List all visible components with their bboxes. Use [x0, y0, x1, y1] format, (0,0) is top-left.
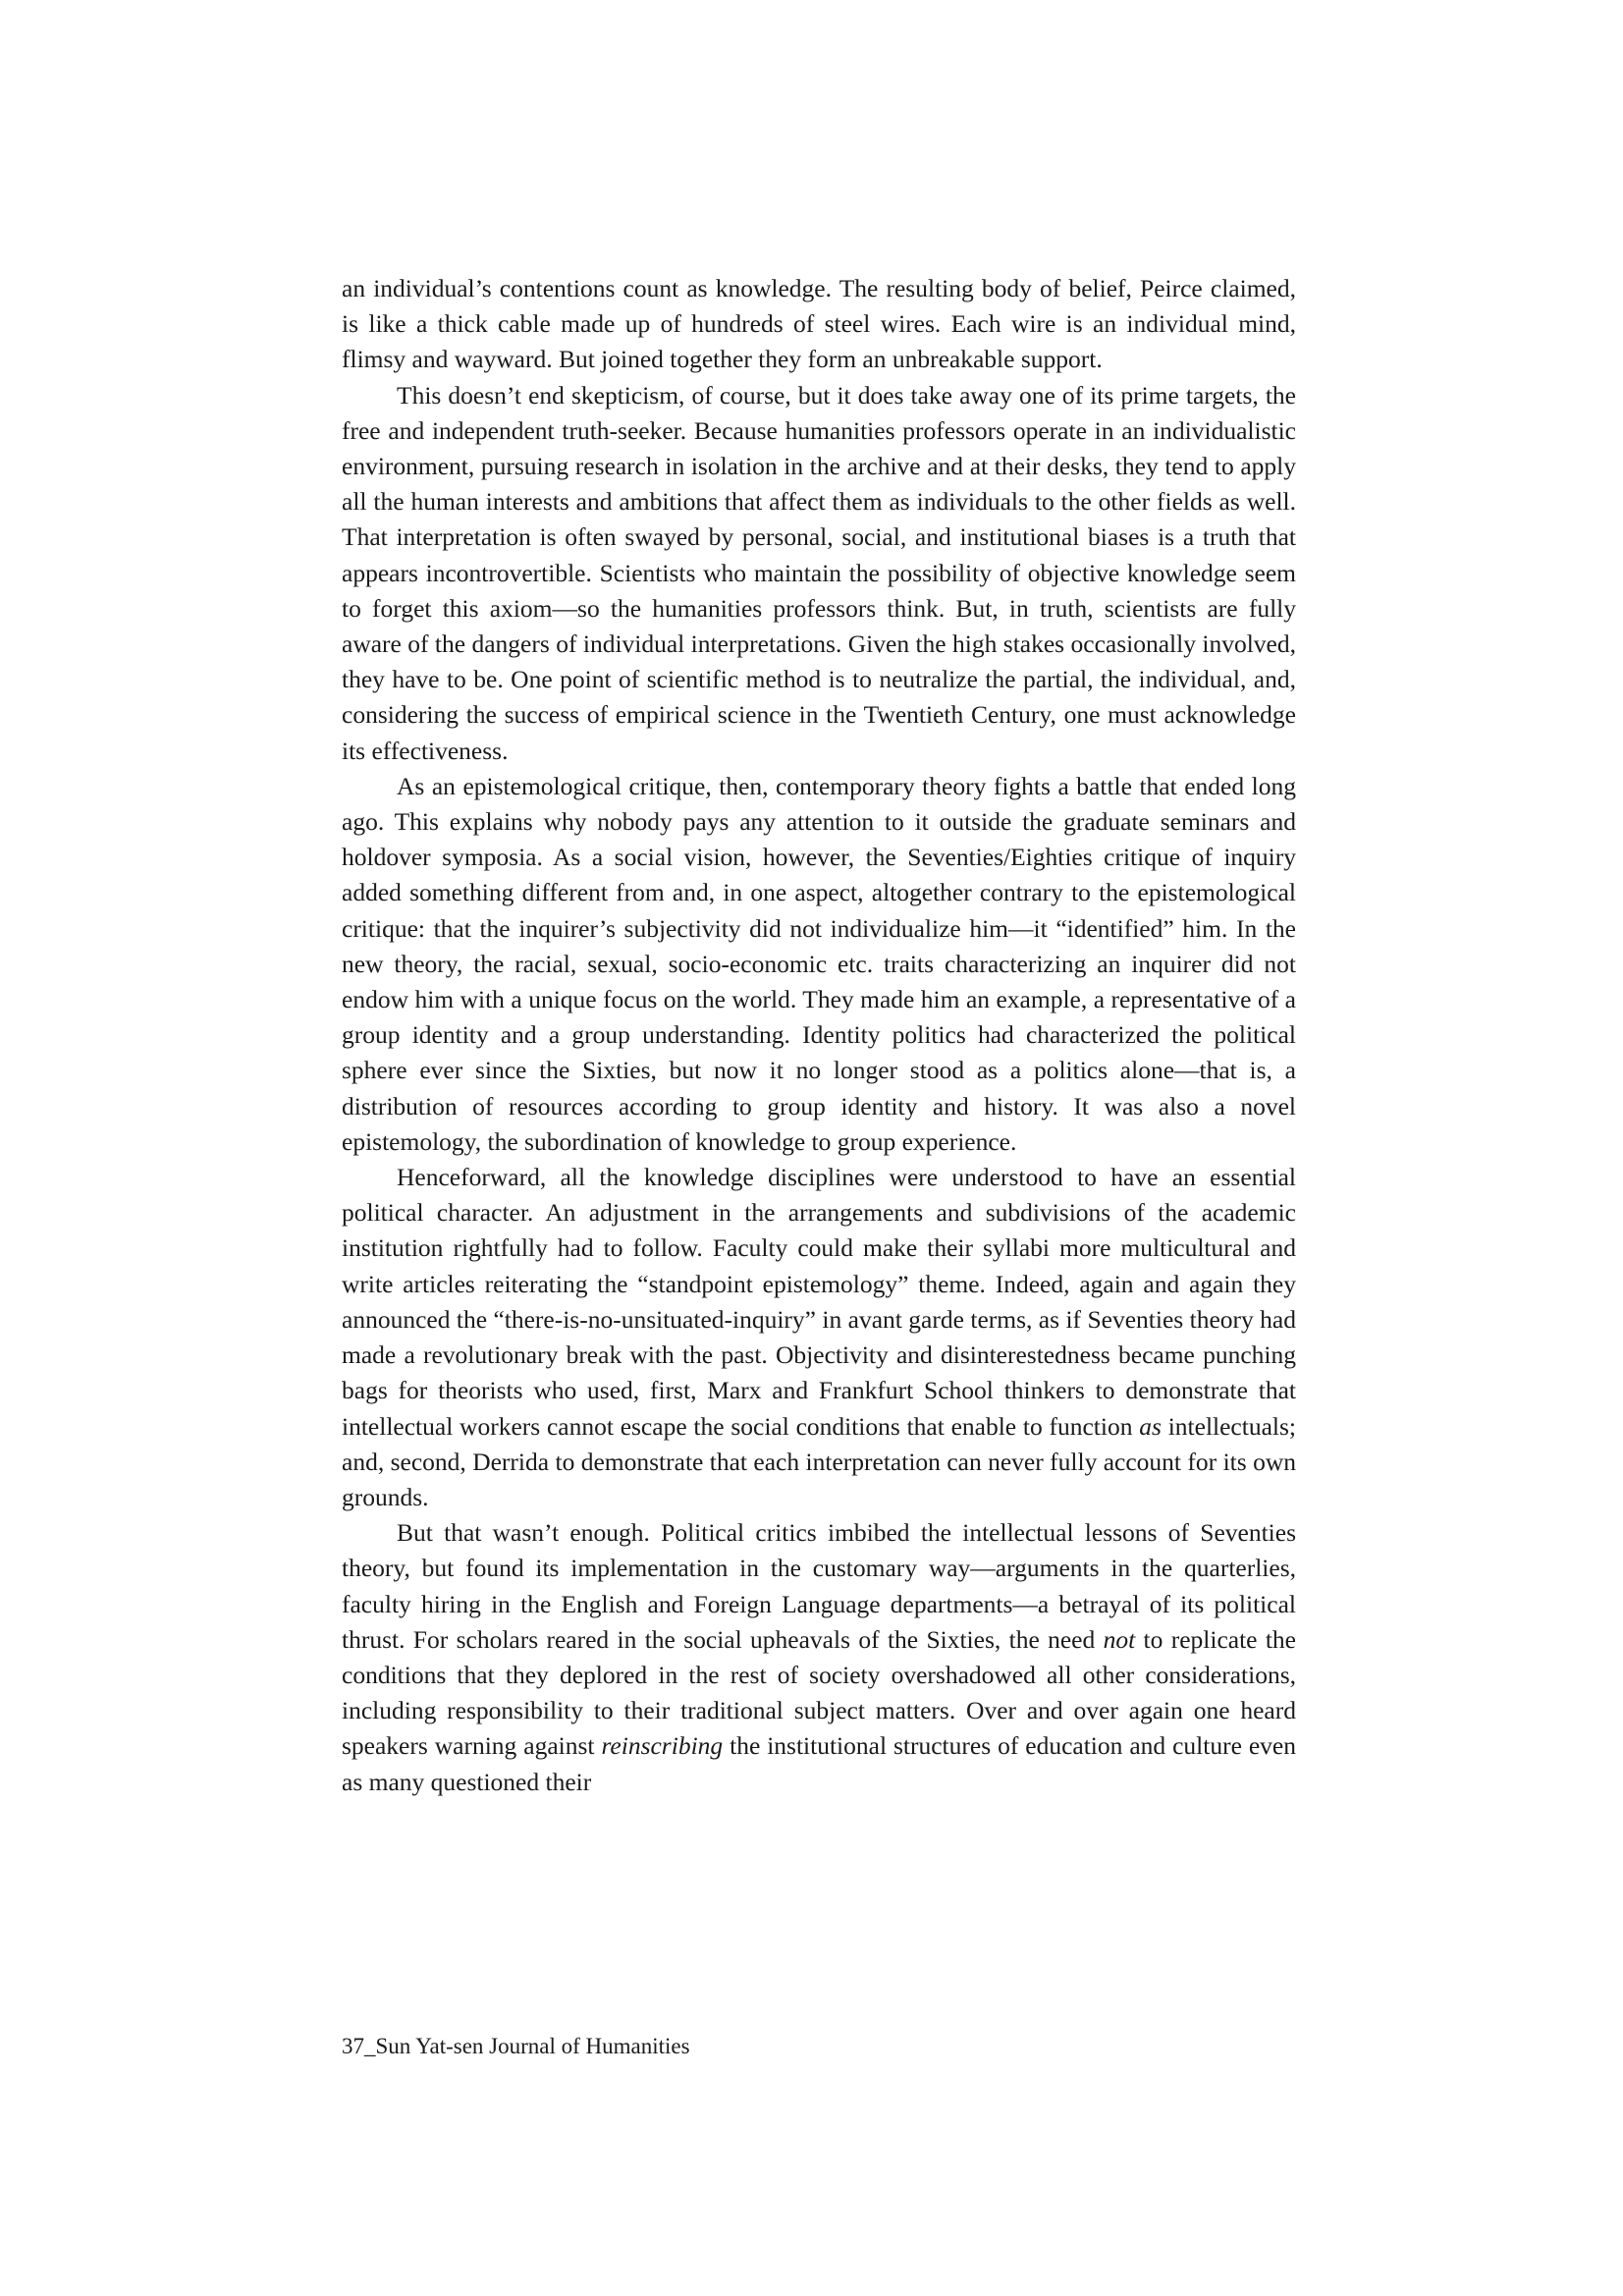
paragraph-text: the institutional structures of education and culture even as many questioned their [342, 1731, 1296, 1796]
body-text [342, 271, 1296, 1800]
paragraph [342, 378, 1296, 769]
paragraph-text: an individual’s contentions count as knowledge. The resulting body of belief, Peirce claimed, is like a thick cable made up of hundreds of steel wires. Each wire is an individual mind, flimsy and wayward. But joined together they form an unbreakable support. [342, 274, 1296, 374]
paragraph-text: But that wasn’t enough. Political critics imbibed the intellectual lessons of Seventies theory, but found its implementation in the customary way—arguments in the quarterlies, faculty hiring in the English and Foreign Language departments—a betrayal of its political thrust. For scholars reared in the social upheavals of the Sixties, the need [342, 1518, 1296, 1654]
paragraph [342, 271, 1296, 378]
paragraph-text: to replicate the conditions that they deplored in the rest of society overshadowed all other considerations, including responsibility to their traditional subject matters. Over and over again one heard speakers warning against [342, 1624, 1296, 1761]
paragraph [342, 769, 1296, 1160]
paragraph [342, 1515, 1296, 1800]
paragraph [342, 1160, 1296, 1515]
paragraph-text: Henceforward, all the knowledge disciplines were understood to have an essential political character. An adjustment in the arrangements and subdivisions of the academic institution rightfully had to follow. Faculty could make their syllabi more multicultural and write articles reiterating the “standpoint epistemology” theme. Indeed, again and again they announced the “there-is-no-unsituated-inquiry” in avant garde terms, as if Seventies theory had made a revolutionary break with the past. Objectivity and disinterestedness became punching bags for theorists who used, first, Marx and Frankfurt School thinkers to demonstrate that intellectual workers cannot escape the social conditions that enable to function [342, 1163, 1296, 1441]
italic-text: reinscribing [601, 1731, 724, 1761]
paragraph-text: This doesn’t end skepticism, of course, but it does take away one of its prime targets, the free and independent truth-seeker. Because humanities professors operate in an individualistic environment, pursuing research in isolation in the archive and at their desks, they tend to apply all the human interests and ambitions that affect them as individuals to the other fields as well. That interpretation is often swayed by personal, social, and institutional biases is a truth that appears incontrovertible. Scientists who maintain the possibility of objective knowledge seem to forget this axiom—so the humanities professors think. But, in truth, scientists are fully aware of the dangers of individual interpretations. Given the high stakes occasionally involved, they have to be. One point of scientific method is to neutralize the partial, the individual, and, considering the success of empirical science in the Twentieth Century, one must acknowledge its effectiveness. [342, 380, 1296, 765]
italic-text: not [1103, 1624, 1136, 1654]
italic-text: as [1139, 1411, 1162, 1441]
paragraph-text: As an epistemological critique, then, contemporary theory fights a battle that ended long ago. This explains why nobody pays any attention to it outside the graduate seminars and holdover symposia. As a social vision, however, the Seventies/Eighties critique of inquiry added something different from and, in one aspect, altogether contrary to the epistemological critique: that the inquirer’s subjectivity did not individualize him—it “identified” him. In the new theory, the racial, sexual, socio-economic etc. traits characterizing an inquirer did not endow him with a unique focus on the world. They made him an example, a representative of a group identity and a group understanding. Identity politics had characterized the political sphere ever since the Sixties, but now it no longer stood as a politics alone—that is, a distribution of resources according to group identity and history. It was also a novel epistemology, the subordination of knowledge to group experience. [342, 771, 1296, 1156]
paragraph-text: intellectuals; and, second, Derrida to demonstrate that each interpretation can never fully account for its own grounds. [342, 1411, 1296, 1511]
page-footer: 37_Sun Yat-sen Journal of Humanities [342, 2034, 690, 2058]
